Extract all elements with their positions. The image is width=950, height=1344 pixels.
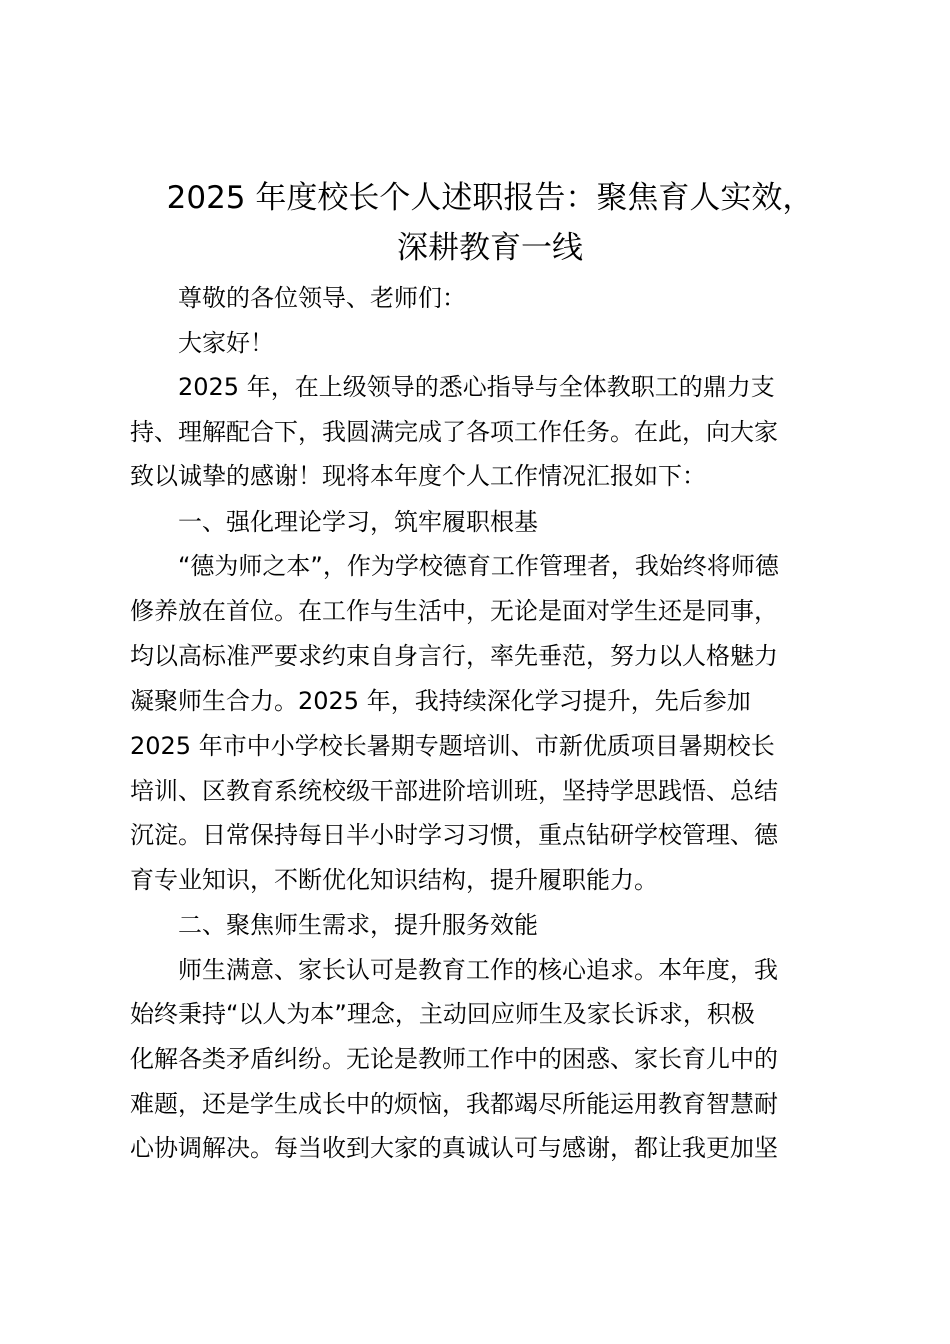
section-1-line: 均以高标准严要求约束自身言行，率先垂范，努力以人格魅力 (130, 642, 778, 670)
section-1-heading: 一、强化理论学习，筑牢履职根基 (178, 508, 538, 536)
intro-line: 2025 年，在上级领导的悉心指导与全体教职工的鼎力支 (178, 373, 775, 401)
section-1-line: 凝聚师生合力。2025 年，我持续深化学习提升，先后参加 (130, 687, 751, 715)
greeting: 大家好！ (178, 329, 274, 357)
section-1-line: 2025 年市中小学校长暑期专题培训、市新优质项目暑期校长 (130, 732, 775, 760)
section-2-heading: 二、聚焦师生需求，提升服务效能 (178, 911, 538, 939)
section-2-line: 难题，还是学生成长中的烦恼，我都竭尽所能运用教育智慧耐 (130, 1090, 778, 1118)
section-2-line: 师生满意、家长认可是教育工作的核心追求。本年度，我 (178, 956, 778, 984)
section-2-line: 始终秉持“以人为本”理念，主动回应师生及家长诉求，积极 (130, 1000, 755, 1028)
section-2-line: 心协调解决。每当收到大家的真诚认可与感谢，都让我更加坚 (130, 1134, 778, 1162)
section-1-line: “德为师之本”，作为学校德育工作管理者，我始终将师德 (178, 552, 779, 580)
section-1-line: 培训、区教育系统校级干部进阶培训班，坚持学思践悟、总结 (130, 777, 778, 805)
intro-line: 致以诚挚的感谢！现将本年度个人工作情况汇报如下： (130, 462, 706, 490)
document-title-line-2: 深耕教育一线 (397, 230, 583, 266)
section-1-line: 沉淀。日常保持每日半小时学习习惯，重点钻研学校管理、德 (130, 821, 778, 849)
intro-line: 持、理解配合下，我圆满完成了各项工作任务。在此，向大家 (130, 418, 778, 446)
section-2-line: 化解各类矛盾纠纷。无论是教师工作中的困惑、家长育儿中的 (130, 1045, 778, 1073)
salutation: 尊敬的各位领导、老师们： (178, 284, 466, 312)
section-1-line: 修养放在首位。在工作与生活中，无论是面对学生还是同事， (130, 597, 778, 625)
document-title-line-1: 2025 年度校长个人述职报告：聚焦育人实效， (166, 180, 814, 216)
section-1-line: 育专业知识，不断优化知识结构，提升履职能力。 (130, 866, 658, 894)
